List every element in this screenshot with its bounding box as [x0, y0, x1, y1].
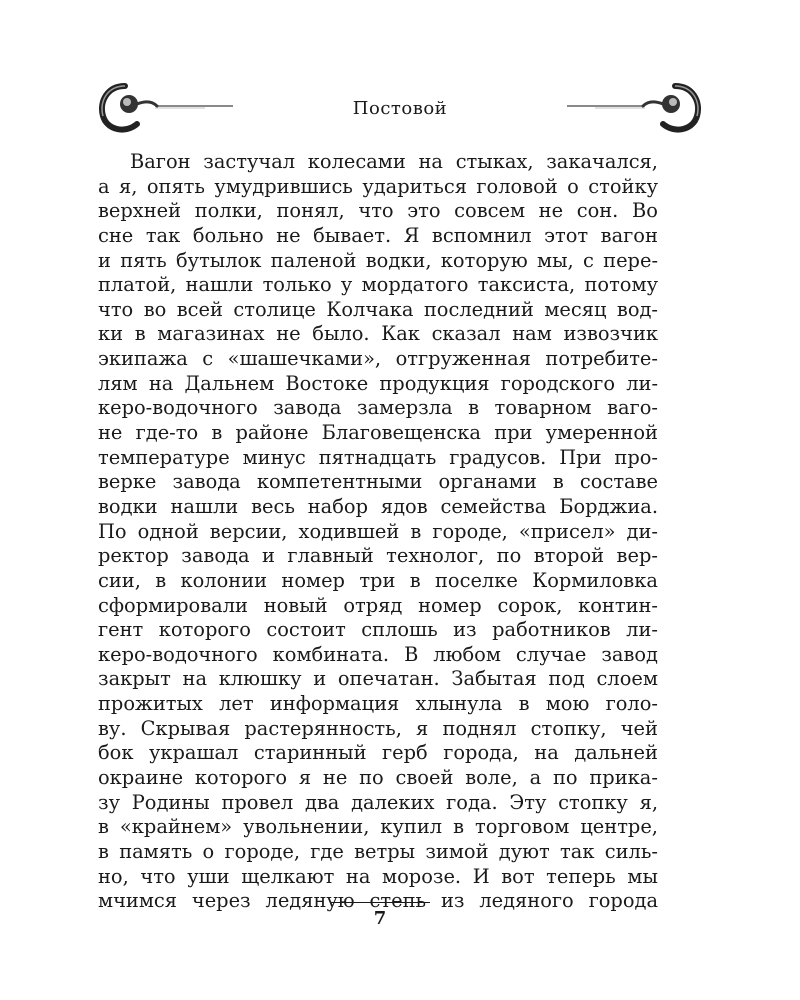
text-line: платой, нашли только у мордатого таксиста, потому	[98, 273, 658, 297]
text-line: сформировали новый отряд номер сорок, контин-	[98, 593, 658, 617]
text-line: не где-то в районе Благовещенска при умеренной	[98, 421, 658, 445]
text-line: температуре минус пятнадцать градусов. При про-	[98, 445, 658, 469]
text-line: Вагон застучал колесами на стыках, закачался,	[130, 150, 658, 173]
text-line: водки нашли весь набор ядов семейства Борджиа.	[98, 494, 658, 518]
page-number: 7	[373, 908, 387, 929]
running-title: Постовой	[352, 98, 448, 119]
text-line: керо-водочного завода замерзла в товарном ваго-	[98, 396, 658, 420]
text-line: мчимся через ледяную степь из ледяного города	[98, 889, 658, 913]
text-line: сне так больно не бывает. Я вспомнил этот вагон	[98, 223, 658, 247]
text-line: верке завода компетентными органами в составе	[98, 470, 658, 494]
text-line: ки в магазинах не было. Как сказал нам извозчик	[98, 322, 658, 346]
text-line: прожитых лет информация хлынула в мою голо-	[98, 692, 658, 716]
running-header	[95, 78, 705, 138]
swirl-ornament-icon	[565, 78, 705, 138]
text-line: керо-водочного комбината. В любом случае завод	[98, 642, 658, 666]
text-line: верхней полки, понял, что это совсем не сон. Во	[98, 199, 658, 223]
text-line: сии, в колонии номер три в поселке Кормиловка	[98, 568, 658, 592]
body-text	[98, 150, 658, 914]
text-line: ректор завода и главный технолог, по второй вер-	[98, 544, 658, 568]
text-line: но, что уши щелкают на морозе. И вот теперь мы	[98, 864, 658, 888]
text-line: а я, опять умудрившись удариться головой о стойку	[98, 174, 658, 198]
text-line: По одной версии, ходившей в городе, «присел» ди-	[98, 519, 658, 543]
text-line: экипажа с «шашечками», отгруженная потребите-	[98, 347, 658, 371]
text-line: лям на Дальнем Востоке продукция городского ли-	[98, 371, 658, 395]
text-line: и пять бутылок паленой водки, которую мы, с пере-	[98, 248, 658, 272]
footer-rule	[330, 902, 430, 903]
text-line: в память о городе, где ветры зимой дуют так силь-	[98, 839, 658, 863]
text-line: зу Родины провел два далеких года. Эту стопку я,	[98, 790, 658, 814]
text-line: окраине которого я не по своей воле, а по прика-	[98, 766, 658, 790]
text-line: бок украшал старинный герб города, на дальней	[98, 741, 658, 765]
text-line: гент которого состоит сплошь из работников ли-	[98, 618, 658, 642]
text-line: закрыт на клюшку и опечатан. Забытая под слоем	[98, 667, 658, 691]
text-line: что во всей столице Колчака последний месяц вод-	[98, 297, 658, 321]
text-line: в «крайнем» увольнении, купил в торговом центре,	[98, 815, 658, 839]
text-line: ву. Скрывая растерянность, я поднял стопку, чей	[98, 716, 658, 740]
